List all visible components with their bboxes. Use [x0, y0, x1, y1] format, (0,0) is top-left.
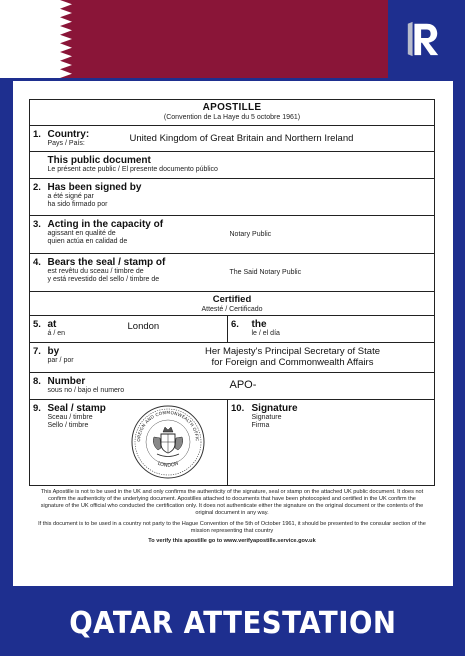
public-document-sublabel: Le présent acte public / El presente documento público — [47, 165, 218, 173]
row-number: 9. — [30, 399, 48, 485]
apostille-footer — [29, 489, 435, 545]
row-number: 7. — [30, 342, 48, 372]
row-number: 8. — [30, 372, 48, 399]
country-row — [48, 126, 435, 152]
number-value: APO- — [229, 378, 257, 391]
at-value: London — [127, 320, 160, 332]
footer-verify-link[interactable]: To verify this apostille go to www.verifyapostille.service.gov.uk — [148, 537, 316, 544]
apostille-document — [13, 81, 453, 586]
stamp-label: Seal / stamp — [47, 402, 106, 414]
signed-by-sub2: ha sido firmado por — [47, 201, 108, 208]
signed-by-sub1: a été signé par — [47, 192, 94, 200]
the-label: the — [251, 318, 267, 330]
country-value: United Kingdom of Great Britain and Northern Ireland — [129, 133, 354, 144]
official-seal-icon — [130, 404, 206, 480]
signed-by-label: Has been signed by — [47, 181, 142, 193]
row-number: 5. — [30, 315, 48, 342]
row-number: 3. — [30, 215, 48, 253]
capacity-value: Notary Public — [229, 230, 272, 238]
number-label: Number — [47, 375, 86, 387]
the-sublabel: le / el día — [251, 329, 280, 337]
apostille-table — [29, 99, 435, 486]
signature-label: Signature — [251, 402, 298, 414]
svg-text:LONDON — [156, 460, 179, 468]
public-document-row — [48, 151, 435, 178]
seal-text-bottom: LONDON — [156, 460, 179, 469]
seal-label: Bears the seal / stamp of — [47, 256, 166, 268]
footer-disclaimer: This Apostille is not to be used in the UK and only confirms the authenticity of the signature, seal or stamp on the attached UK public document. It does not confirm the authenticity of the underlying document. Apostilles attached to documents that have been photocopied and certified in the UK confirm the signature of the UK official who conducted the certification only. It does not authenticate either the signature on the original document or the contents of the original document in any way. — [40, 488, 424, 516]
stamp-sub2: Sello / timbre — [47, 422, 89, 429]
signature-sub1: Signature — [251, 413, 282, 421]
at-label: at — [47, 318, 57, 330]
flag-serration — [60, 0, 74, 78]
seal-sub1: est revêtu du sceau / timbre de — [47, 267, 144, 275]
signature-sub2: Firma — [251, 422, 270, 429]
seal-text-top: OREIGN AND COMMONWEALTH OFFIC — [136, 410, 199, 442]
certified-header — [30, 291, 435, 315]
footer-hague-note: If this document is to be used in a country not party to the Hague Convention of the 5th of October 1961, it should be presented to the consular section of the mission representing that country — [38, 520, 426, 534]
capacity-sub1: agissant en qualité de — [47, 229, 116, 237]
apostille-header — [30, 100, 435, 126]
row-number: 4. — [30, 253, 48, 291]
by-value-line2: for Foreign and Commonwealth Affairs — [211, 356, 374, 368]
apostille-subtitle: (Convention de La Haye du 5 octobre 1961) — [163, 114, 301, 121]
number-sublabel: sous no / bajo el numero — [47, 386, 125, 394]
country-sublabel: Pays / País: — [47, 140, 85, 147]
by-sublabel: par / por — [47, 356, 74, 364]
at-cell — [48, 315, 228, 342]
seal-sub2: y está revestido del sello / timbre de — [47, 276, 160, 283]
brand-logo-icon — [404, 20, 442, 58]
capacity-sub2: quien actúa en calidad de — [47, 238, 128, 245]
by-value-line1: Her Majesty's Principal Secretary of State — [205, 345, 380, 357]
flag-white-band — [0, 0, 60, 78]
certified-sublabel: Attesté / Certificado — [201, 305, 263, 313]
seal-value: The Said Notary Public — [229, 268, 302, 276]
by-row — [48, 342, 435, 372]
at-sublabel: á / en — [47, 329, 66, 337]
row-number: 2. — [30, 178, 48, 215]
stamp-cell — [48, 399, 228, 485]
capacity-row — [48, 215, 435, 253]
banner-title: QATAR ATTESTATION — [68, 605, 397, 641]
country-label: Country: — [47, 129, 90, 140]
the-cell — [246, 315, 435, 342]
stamp-sub1: Sceau / timbre — [47, 413, 93, 421]
capacity-label: Acting in the capacity of — [47, 218, 164, 230]
qatar-flag — [0, 0, 388, 78]
certified-label: Certified — [212, 293, 252, 305]
row-number: 1. — [30, 126, 48, 152]
seal-row — [48, 253, 435, 291]
by-label: by — [47, 345, 60, 357]
svg-text:FOREIGN AND COMMONWEALTH OFFIC — [130, 404, 200, 442]
row-number: 10. — [228, 399, 246, 485]
bottom-banner — [0, 590, 465, 656]
signature-cell — [246, 399, 435, 485]
public-document-label: This public document — [47, 154, 151, 166]
signed-by-row — [48, 178, 435, 215]
apostille-title: APOSTILLE — [202, 102, 262, 113]
number-row — [48, 372, 435, 399]
row-number: 6. — [228, 315, 246, 342]
